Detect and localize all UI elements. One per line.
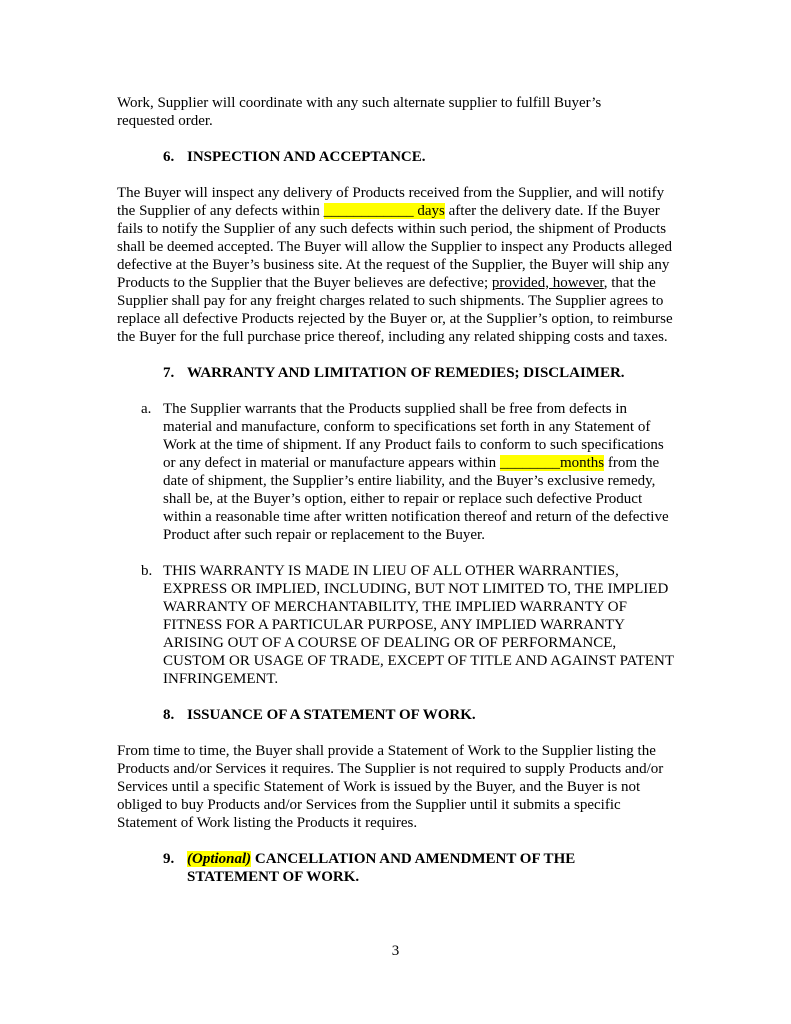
months-blank-field: ________months (499, 455, 605, 471)
section-8-title: ISSUANCE OF A STATEMENT OF WORK. (187, 707, 476, 723)
section-6-heading (117, 148, 677, 166)
section-6-text-mid: after the delivery date. If the Buyer fails to notify the Supplier of any such defects within such period, the shipment of Products shall be deemed accepted. The Buyer will allow the Supplier to inspect any Products alleged defective at the Buyer’s business site. At the request of the Supplier, the Buyer will ship any Products to the Supplier that the Buyer believes are defective; (117, 203, 672, 291)
intro-line-1: Work, Supplier will coordinate with any such alternate supplier to fulfill Buyer’s (117, 95, 602, 111)
item-b-marker: b. (141, 563, 153, 579)
section-6-title: INSPECTION AND ACCEPTANCE. (187, 149, 426, 165)
section-8-paragraph: From time to time, the Buyer shall provide a Statement of Work to the Supplier listing the Products and/or Services it requires. The Supplier is not required to supply Products and/or Services until a specific Statement of Work is issued by the Buyer, and the Buyer is not obliged to buy Products and/or Services from the Supplier until it submits a specific Statement of Work listing the Products it requires. (117, 743, 664, 831)
section-9-number: 9. (163, 851, 175, 867)
section-7-item-b (117, 562, 677, 688)
section-7-title: WARRANTY AND LIMITATION OF REMEDIES; DISCLAIMER. (187, 365, 625, 381)
section-8-number: 8. (163, 707, 175, 723)
section-6-text-pre: The Buyer will inspect any delivery of Products received from the Supplier, and will notify the Supplier of any defects within (117, 185, 665, 219)
intro-paragraph (117, 94, 677, 130)
item-b-text: THIS WARRANTY IS MADE IN LIEU OF ALL OTHER WARRANTIES, EXPRESS OR IMPLIED, INCLUDING, BUT NOT LIMITED TO, THE IMPLIED WARRANTY OF MERCHANTABILITY, THE IMPLIED WARRANTY OF FITNESS FOR A PARTICULAR PURPOSE, ANY IMPLIED WARRANTY ARISING OUT OF A COURSE OF DEALING OR OF PERFORMANCE, CUSTOM OR USAGE OF TRADE, EXCEPT OF TITLE AND AGAINST PATENT INFRINGEMENT. (163, 563, 674, 687)
item-a-text-post: from the date of shipment, the Supplier’s entire liability, and the Buyer’s exclusive remedy, shall be, at the Buyer’s option, either to repair or replace such defective Product within a reasonable time after written notification thereof and return of the defective Product after such repair or replacement to the Buyer. (163, 455, 669, 543)
section-6-paragraph (117, 184, 677, 346)
intro-line-2: requested order. (117, 113, 213, 129)
page-number: 3 (391, 943, 400, 959)
section-7-number: 7. (163, 365, 175, 381)
item-a-text-pre: The Supplier warrants that the Products supplied shall be free from defects in material and manufacture, conform to specifications set forth in any Statement of Work at the time of shipment. If any Product fails to conform to such specifications or any defect in material or manufacture appears within (163, 401, 664, 471)
section-9-heading (117, 850, 677, 886)
section-7-item-a (117, 400, 677, 544)
section-6-number: 6. (163, 149, 175, 165)
section-7-heading (117, 364, 677, 382)
section-9-title-line-1: CANCELLATION AND AMENDMENT OF THE (251, 851, 576, 867)
provided-however-text: provided, however (491, 275, 604, 291)
optional-tag: (Optional) (187, 851, 252, 867)
days-blank-field: ____________ days (323, 203, 445, 219)
section-6-text-post: , that the Supplier shall pay for any freight charges related to such shipments. The Supplier agrees to replace all defective Products rejected by the Buyer or, at the Supplier’s option, to reimburse the Buyer for the full purchase price thereof, including any related shipping costs and taxes. (117, 275, 673, 345)
section-9-title-line-2: STATEMENT OF WORK. (187, 869, 360, 885)
document-page (117, 94, 677, 886)
section-8-heading (117, 706, 677, 724)
item-a-marker: a. (141, 401, 152, 417)
